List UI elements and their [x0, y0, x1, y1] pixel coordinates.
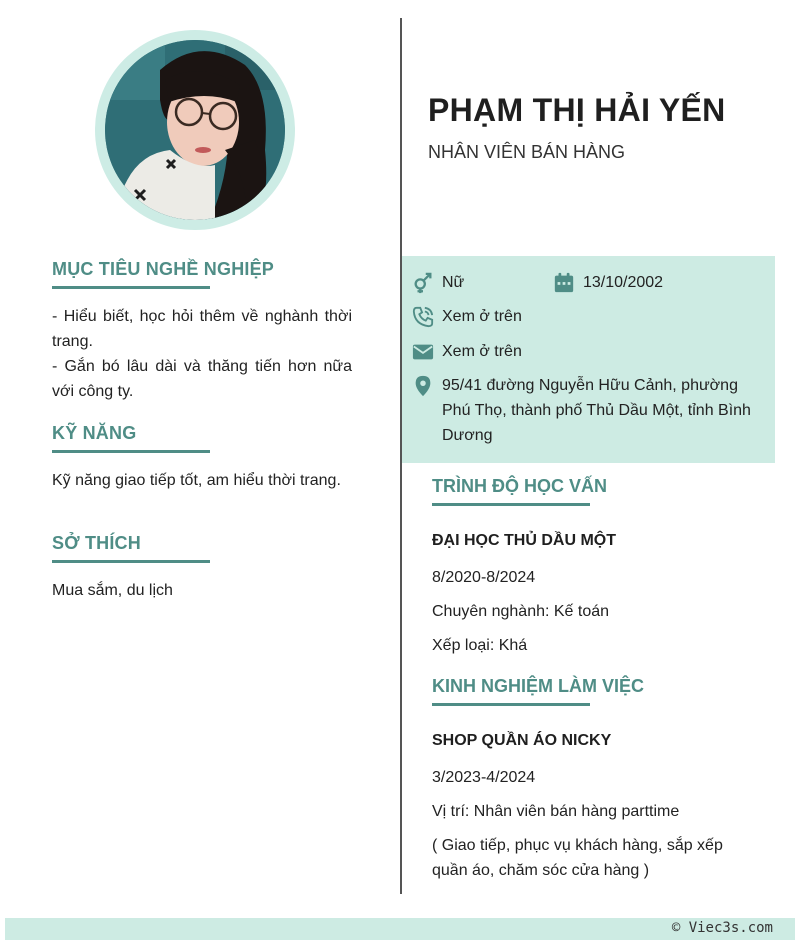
- section-underline: [52, 286, 210, 289]
- phone-icon: [412, 306, 434, 328]
- email-icon: [412, 341, 434, 363]
- section-underline: [52, 450, 210, 453]
- section-underline: [432, 503, 590, 506]
- education-period: 8/2020-8/2024: [432, 569, 536, 586]
- career-goal-line-2: - Gắn bó lâu dài và thăng tiến hơn nữa với công ty.: [52, 358, 352, 400]
- skills-text: Kỹ năng giao tiếp tốt, am hiểu thời trang.: [52, 472, 341, 489]
- career-goal-title: MỤC TIÊU NGHỀ NGHIỆP: [52, 259, 275, 279]
- email-value: Xem ở trên: [442, 343, 522, 360]
- birthday-row: [553, 270, 663, 295]
- education-school: ĐẠI HỌC THỦ DẦU MỘT: [432, 532, 616, 549]
- experience-description: ( Giao tiếp, phục vụ khách hàng, sắp xếp quần áo, chăm sóc cửa hàng ): [432, 837, 723, 879]
- career-goal-section: [52, 259, 352, 404]
- experience-position: Vị trí: Nhân viên bán hàng parttime: [432, 803, 680, 820]
- section-underline: [52, 560, 210, 563]
- address-row: [412, 373, 752, 448]
- contact-panel: [402, 256, 775, 463]
- experience-title: KINH NGHIỆM LÀM VIỆC: [432, 676, 645, 696]
- phone-row: [412, 304, 522, 329]
- avatar-photo: [105, 40, 285, 220]
- avatar: [105, 40, 285, 220]
- hobbies-text: Mua sắm, du lịch: [52, 582, 173, 599]
- education-rank: Xếp loại: Khá: [432, 637, 528, 654]
- education-major: Chuyên nghành: Kế toán: [432, 603, 610, 620]
- footer-credit: © Viec3s.com: [671, 920, 773, 936]
- section-underline: [432, 703, 590, 706]
- hobbies-section: [52, 533, 352, 603]
- gender-row: [412, 270, 464, 295]
- calendar-icon: [553, 272, 575, 294]
- gender-value: Nữ: [442, 274, 465, 291]
- education-title: TRÌNH ĐỘ HỌC VẤN: [432, 476, 607, 496]
- gender-icon: [412, 272, 434, 294]
- email-row: [412, 339, 522, 364]
- birthday-value: 13/10/2002: [583, 274, 664, 291]
- career-goal-line-1: - Hiểu biết, học hỏi thêm về nghành thời trang.: [52, 308, 352, 350]
- skills-section: [52, 423, 352, 493]
- footer-bar: [5, 918, 795, 940]
- skills-title: KỸ NĂNG: [52, 423, 137, 443]
- avatar-ring: [95, 30, 295, 230]
- education-section: [432, 476, 772, 658]
- phone-value: Xem ở trên: [442, 308, 522, 325]
- experience-company: SHOP QUẦN ÁO NICKY: [432, 732, 612, 749]
- hobbies-title: SỞ THÍCH: [52, 533, 141, 553]
- location-icon: [412, 375, 434, 397]
- candidate-name: PHẠM THỊ HẢI YẾN: [428, 92, 726, 128]
- job-title: NHÂN VIÊN BÁN HÀNG: [428, 142, 626, 162]
- experience-period: 3/2023-4/2024: [432, 769, 536, 786]
- experience-section: [432, 676, 772, 883]
- address-value: 95/41 đường Nguyễn Hữu Cảnh, phường Phú Thọ, thành phố Thủ Dầu Một, tỉnh Bình Dương: [442, 377, 751, 444]
